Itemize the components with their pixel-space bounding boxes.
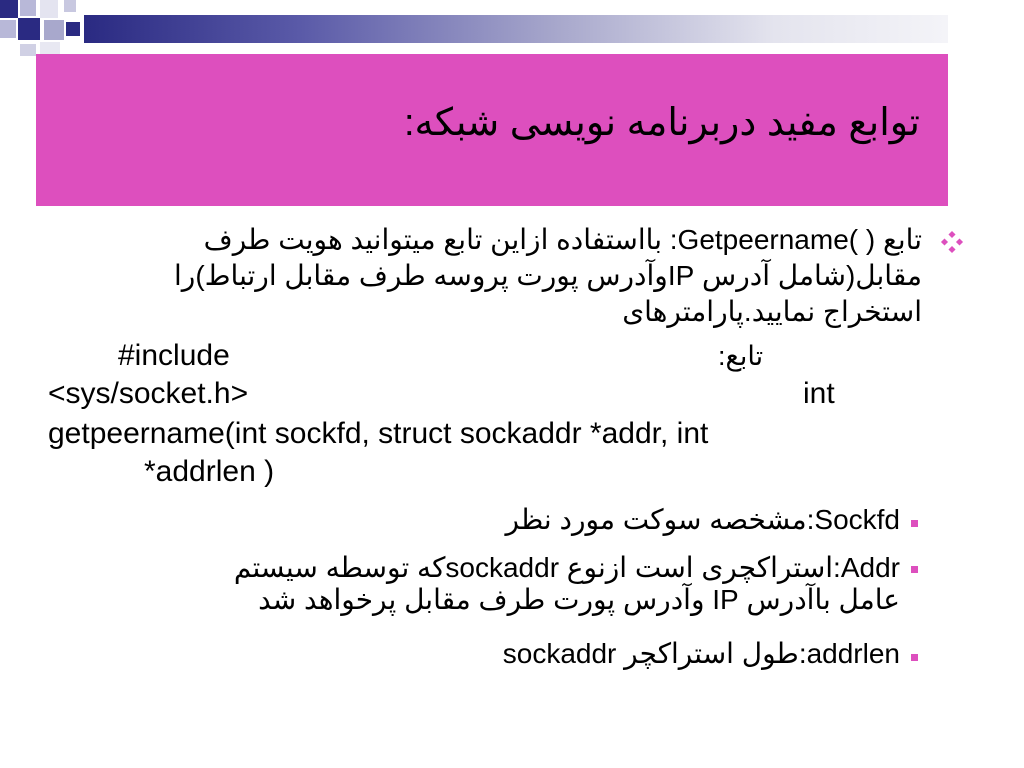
- sub-item-sockfd: [80, 504, 900, 536]
- code-signature: getpeername(int sockfd, struct sockaddr *addr, int: [48, 417, 709, 450]
- title-bar: [36, 54, 948, 206]
- code-tail: *addrlen ): [144, 455, 275, 488]
- header-gradient-strip: [84, 15, 948, 43]
- main-bullet-text: [42, 222, 922, 330]
- square-bullet-icon: [911, 654, 918, 661]
- slide-title: توابع مفید دربرنامه نویسی شبکه:: [403, 102, 920, 144]
- decor-square: [20, 0, 36, 16]
- decor-square: [0, 20, 16, 38]
- decor-square: [0, 0, 18, 18]
- code-include: #include: [118, 339, 230, 372]
- label-tabe: تابع:: [718, 341, 764, 371]
- four-diamond-icon: [940, 230, 964, 254]
- sub-item-addrlen: [80, 638, 900, 670]
- decor-square: [44, 20, 64, 40]
- decor-square: [64, 0, 76, 12]
- decor-square: [40, 0, 58, 18]
- sub-item-line: Addr:استراکچری است ازنوع sockaddrکه توسطه سیستم: [233, 552, 900, 583]
- sub-item-line: addrlen:طول استراکچر sockaddr: [502, 638, 900, 669]
- sub-item-addr: [80, 552, 900, 616]
- decor-square: [18, 18, 40, 40]
- code-int: int: [803, 377, 835, 410]
- sub-item-line: عامل باآدرس IP وآدرس پورت طرف مقابل پرخواهد شد: [258, 584, 900, 615]
- decor-square: [66, 22, 80, 36]
- code-header: <sys/socket.h>: [48, 377, 249, 410]
- bullet-line: استخراج نمایید.پارامترهای: [622, 296, 922, 327]
- bullet-line: تابع ( )Getpeername: بااستفاده ازاین تابع میتوانید هویت طرف: [203, 224, 922, 255]
- square-bullet-icon: [911, 566, 918, 573]
- sub-item-line: Sockfd:مشخصه سوکت مورد نظر: [505, 504, 900, 535]
- decor-square: [20, 44, 36, 56]
- bullet-line: مقابل(شامل آدرس IPوآدرس پورت پروسه طرف مقابل ارتباط)را: [174, 260, 922, 291]
- square-bullet-icon: [911, 520, 918, 527]
